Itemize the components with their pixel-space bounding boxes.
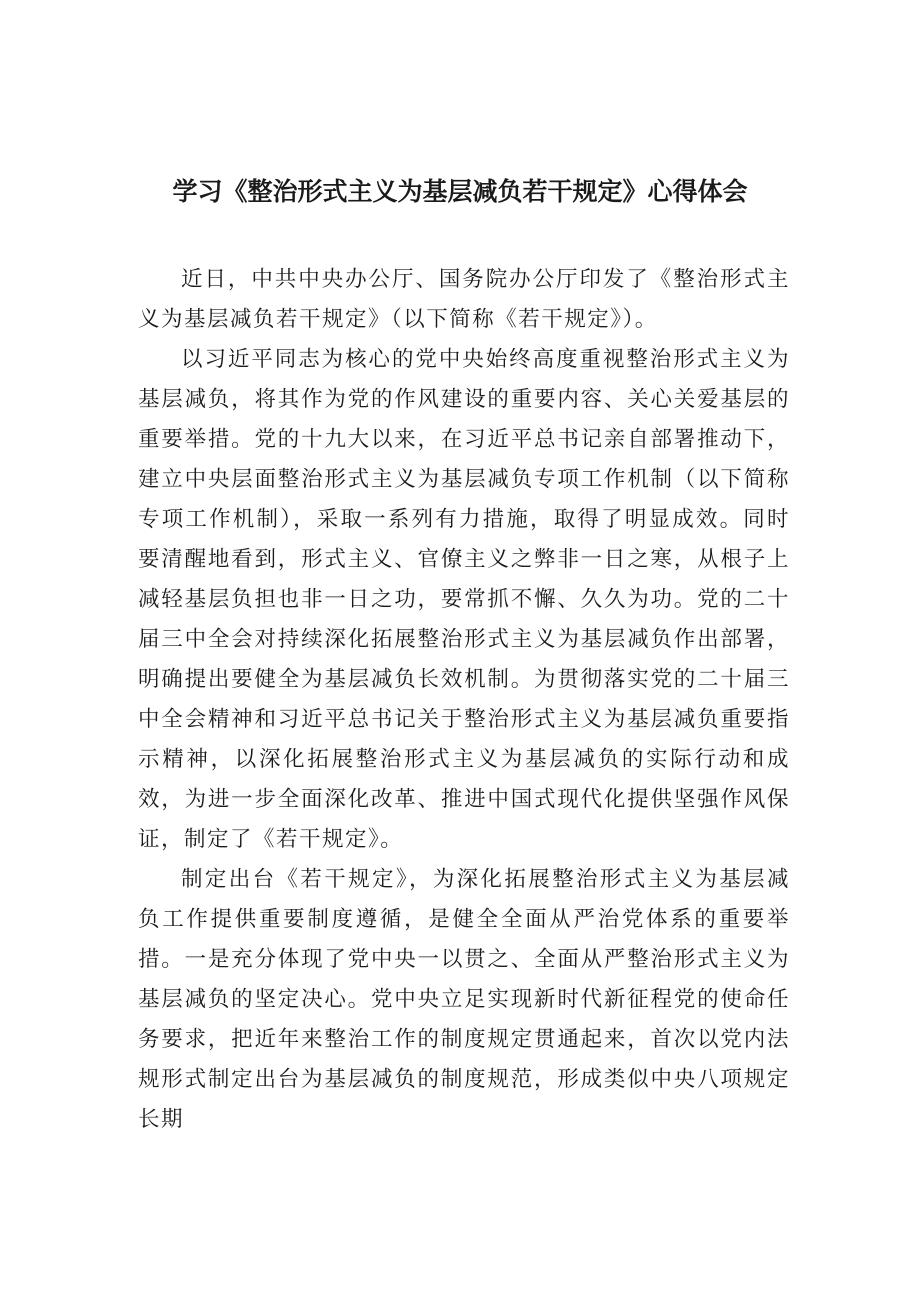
document-title: 学习《整治形式主义为基层减负若干规定》心得体会 (172, 177, 748, 206)
paragraph-1: 近日，中共中央办公厅、国务院办公厅印发了《整治形式主义为基层减负若干规定》（以下简称《若干规定》）。 (138, 267, 790, 332)
document-body (138, 260, 790, 1140)
paragraph-3: 制定出台《若干规定》，为深化拓展整治形式主义为基层减负工作提供重要制度遵循，是健全全面从严治党体系的重要举措。一是充分体现了党中央一以贯之、全面从严整治形式主义为基层减负的坚定决心。党中央立足实现新时代新征程党的使命任务要求，把近年来整治工作的制度规定贯通起来，首次以党内法规形式制定出台为基层减负的制度规范，形成类似中央八项规定长期 (138, 867, 790, 1132)
paragraph-2: 以习近平同志为核心的党中央始终高度重视整治形式主义为基层减负，将其作为党的作风建设的重要内容、关心关爱基层的重要举措。党的十九大以来，在习近平总书记亲自部署推动下，建立中央层面整治形式主义为基层减负专项工作机制（以下简称专项工作机制），采取一系列有力措施，取得了明显成效。同时要清醒地看到，形式主义、官僚主义之弊非一日之寒，从根子上减轻基层负担也非一日之功，要常抓不懈、久久为功。党的二十届三中全会对持续深化拓展整治形式主义为基层减负作出部署，明确提出要健全为基层减负长效机制。为贯彻落实党的二十届三中全会精神和习近平总书记关于整治形式主义为基层减负重要指示精神，以深化拓展整治形式主义为基层减负的实际行动和成效，为进一步全面深化改革、推进中国式现代化提供坚强作风保证，制定了《若干规定》。 (138, 347, 790, 852)
